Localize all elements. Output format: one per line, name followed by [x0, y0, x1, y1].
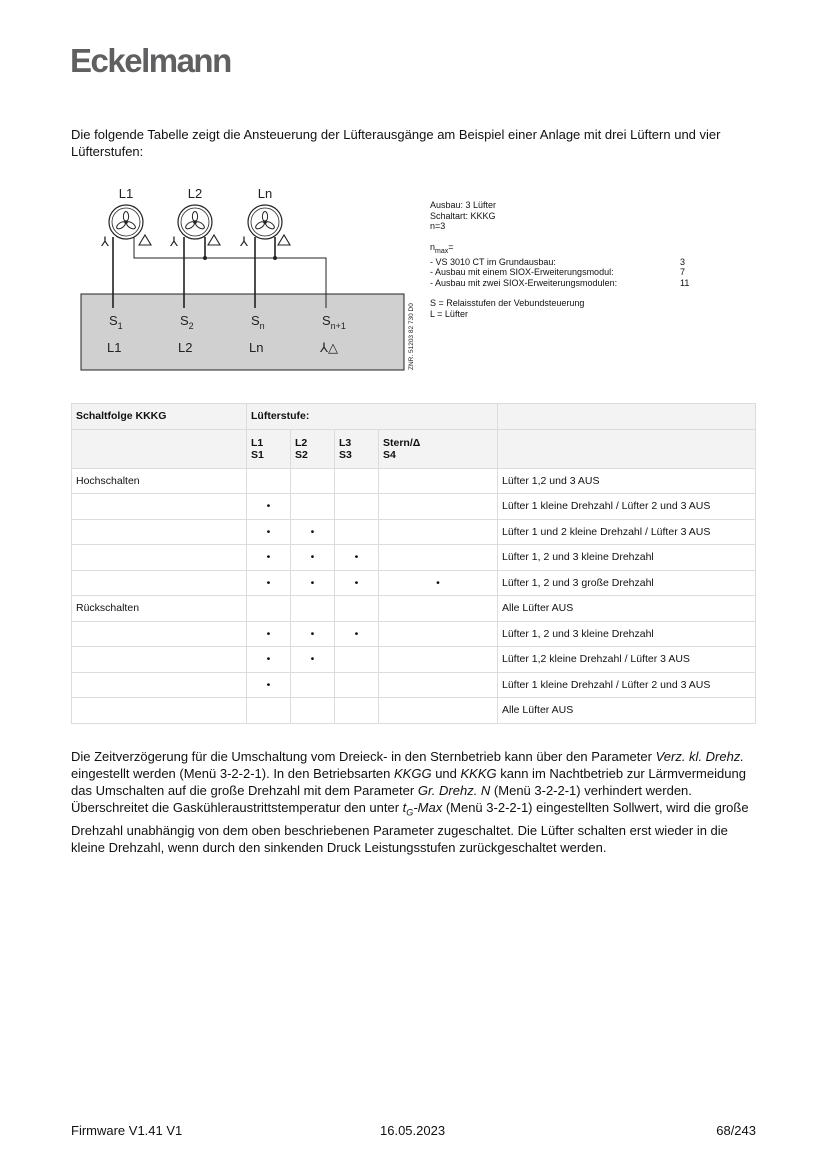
relay-fan-label: ⅄△ [320, 340, 338, 355]
row-label [72, 647, 247, 673]
fan-icon [100, 186, 151, 249]
stage-s2-cell: • [291, 570, 335, 596]
nmax-item-label: - VS 3010 CT im Grundausbau: [430, 256, 556, 267]
row-label [72, 698, 247, 724]
table-row [72, 698, 756, 724]
parameter-name: t [402, 800, 407, 815]
parameter-name: G [406, 807, 414, 818]
nmax-item-label: - Ausbau mit einem SIOX-Erweiterungsmodul: [430, 267, 614, 278]
row-description: Lüfter 1 kleine Drehzahl / Lüfter 2 und 3 AUS [498, 494, 756, 520]
row-description: Lüfter 1, 2 und 3 kleine Drehzahl [498, 545, 756, 571]
intro-text: Die folgende Tabelle zeigt die Ansteuerung der Lüfterausgänge am Beispiel einer Anlage mit drei Lüftern und vier Lüfterstufen: [71, 127, 721, 159]
header-stage-fan: L1 [251, 436, 264, 449]
row-description: Alle Lüfter AUS [498, 698, 756, 724]
star-icon: ⅄ [101, 234, 109, 249]
paragraph-text: kann im Nachtbetrieb zur Lärmvermeidung das Umschalten auf die große Drehzahl mit dem Parameter [71, 766, 746, 798]
header-stage [247, 429, 291, 468]
row-label [72, 570, 247, 596]
stage-s4-cell [379, 494, 498, 520]
stage-s2-cell [291, 672, 335, 698]
fan-label: Ln [257, 186, 273, 201]
header-stage-fan: L3 [339, 436, 352, 449]
nmax-n: n [430, 241, 436, 252]
header-stage-relay: S3 [339, 448, 352, 461]
stage-s3-cell [335, 596, 379, 622]
stage-s4-cell [379, 647, 498, 673]
fan-wiring-diagram [0, 0, 827, 380]
header-schaltfolge: Schaltfolge KKKG [72, 404, 247, 430]
stage-s2-cell [291, 698, 335, 724]
star-icon: ⅄ [170, 234, 178, 249]
stage-s4-cell [379, 596, 498, 622]
stage-s2-cell [291, 596, 335, 622]
star-icon: ⅄ [240, 234, 248, 249]
nmax-eq: = [448, 241, 454, 252]
fan-label: L1 [118, 186, 134, 201]
fan-label: L2 [187, 186, 203, 201]
delta-icon [278, 235, 290, 245]
footer-page-number: 68/243 [716, 1123, 756, 1138]
relay-stage-label: $S_1$ [109, 313, 123, 331]
paragraph-text: (Menü 3-2-2-1) eingestellten Sollwert, wird die große Drehzahl unabhängig von dem oben beschriebenen Parameter zugeschaltet. Die Lüfter schalten erst wieder in die kleine Drehzahl, wenn durch den sinkenden Druck Leistungsstufen zurückgeschaltet werden. [71, 800, 749, 855]
parameter-name: KKGG [394, 766, 432, 781]
row-label [72, 545, 247, 571]
row-description: Lüfter 1,2 kleine Drehzahl / Lüfter 3 AUS [498, 647, 756, 673]
header-luefterstufe: Lüfterstufe: [247, 404, 498, 430]
stage-s1-cell: • [247, 621, 291, 647]
legend-nmax-item [430, 278, 689, 289]
stage-s1-cell: • [247, 494, 291, 520]
fan-icon [169, 186, 220, 249]
legend-nmax [430, 242, 689, 257]
row-description: Alle Lüfter AUS [498, 596, 756, 622]
header-stage-fan: Stern/Δ [383, 436, 421, 449]
stage-s2-cell: • [291, 621, 335, 647]
nmax-item-value: 7 [680, 267, 686, 278]
stage-s3-cell [335, 519, 379, 545]
paragraph-text: (Menü 3-2-2-1) verhindert werden. [490, 783, 692, 798]
stage-s3-cell [335, 647, 379, 673]
row-description: Lüfter 1, 2 und 3 große Drehzahl [498, 570, 756, 596]
relay-fan-label: L2 [178, 340, 193, 355]
legend-line: Ausbau: 3 Lüfter [430, 200, 497, 210]
stage-s3-cell [335, 494, 379, 520]
row-label [72, 672, 247, 698]
nmax-sub: max [435, 247, 449, 255]
stage-s2-cell [291, 494, 335, 520]
stage-s2-cell [291, 468, 335, 494]
table-row [72, 621, 756, 647]
stage-s1-cell: • [247, 519, 291, 545]
stage-s3-cell: • [335, 545, 379, 571]
row-label: Rückschalten [72, 596, 247, 622]
drawing-number: ZNR. 51203 82 730 D0 [408, 303, 415, 370]
header-stage [335, 429, 379, 468]
header-stage [291, 429, 335, 468]
stage-s1-cell: • [247, 570, 291, 596]
footer-firmware: Firmware V1.41 V1 [71, 1123, 183, 1138]
row-description: Lüfter 1,2 und 3 AUS [498, 468, 756, 494]
header-empty [72, 429, 247, 468]
stage-s3-cell [335, 698, 379, 724]
parameter-name: Verz. kl. Drehz. [655, 749, 744, 764]
legend-l-definition: L = Lüfter [430, 308, 468, 319]
table-row [72, 494, 756, 520]
header-stage-relay: S1 [251, 448, 264, 461]
table-row [72, 672, 756, 698]
stage-s3-cell: • [335, 570, 379, 596]
row-label [72, 494, 247, 520]
stage-s1-cell: • [247, 545, 291, 571]
nmax-item-value: 3 [680, 256, 686, 267]
legend-nmax-item [430, 267, 689, 278]
legend-line: Schaltart: KKKG [430, 210, 496, 221]
table-row [72, 519, 756, 545]
header-stage-fan: L2 [295, 436, 308, 449]
header-stage-relay: S4 [383, 448, 396, 461]
delta-icon [208, 235, 220, 245]
stage-s1-cell [247, 596, 291, 622]
switching-sequence-table [71, 403, 756, 724]
row-label [72, 519, 247, 545]
stage-s4-cell [379, 468, 498, 494]
stage-s3-cell: • [335, 621, 379, 647]
delta-icon [139, 235, 151, 245]
header-stage [379, 429, 498, 468]
paragraph-text: und [431, 766, 461, 781]
legend-line: n=3 [430, 221, 446, 231]
paragraph-text: eingestellt werden (Menü 3-2-2-1). In den Betriebsarten [71, 766, 395, 781]
legend-nmax-item [430, 257, 689, 268]
header-stage-relay: S2 [295, 448, 308, 461]
nmax-item-label: - Ausbau mit zwei SIOX-Erweiterungsmodulen: [430, 277, 618, 288]
stage-s4-cell: • [379, 570, 498, 596]
paragraph-text: Überschreitet die Gaskühleraustrittstemperatur den unter [71, 800, 403, 815]
table-row [72, 570, 756, 596]
relay-stage-label: $S_2$ [180, 313, 194, 331]
stage-s4-cell [379, 519, 498, 545]
stage-s1-cell [247, 468, 291, 494]
paragraph-text: Die Zeitverzögerung für die Umschaltung vom Dreieck- in den Sternbetrieb kann über den Parameter [71, 749, 656, 764]
stage-s1-cell [247, 698, 291, 724]
row-label [72, 621, 247, 647]
row-description: Lüfter 1, 2 und 3 kleine Drehzahl [498, 621, 756, 647]
row-description: Lüfter 1 und 2 kleine Drehzahl / Lüfter 3 AUS [498, 519, 756, 545]
table-row [72, 468, 756, 494]
stage-s1-cell: • [247, 672, 291, 698]
stage-s4-cell [379, 672, 498, 698]
stage-s2-cell: • [291, 519, 335, 545]
footer-date: 16.05.2023 [380, 1123, 446, 1138]
table-row [72, 596, 756, 622]
table-row [72, 647, 756, 673]
description-paragraph [71, 748, 761, 856]
eckelmann-logo: Eckelmann [70, 42, 231, 79]
row-description: Lüfter 1 kleine Drehzahl / Lüfter 2 und 3 AUS [498, 672, 756, 698]
stage-s4-cell [379, 698, 498, 724]
diagram-legend [430, 200, 689, 319]
stage-s2-cell: • [291, 647, 335, 673]
stage-s3-cell [335, 672, 379, 698]
fan-icon [239, 186, 290, 249]
parameter-name: -Max [413, 800, 443, 815]
relay-stage-label: $S_{n+1}$ [322, 313, 346, 331]
row-label: Hochschalten [72, 468, 247, 494]
stage-s2-cell: • [291, 545, 335, 571]
header-empty [498, 429, 756, 468]
stage-s3-cell [335, 468, 379, 494]
stage-s1-cell: • [247, 647, 291, 673]
parameter-name: Gr. Drehz. N [417, 783, 491, 798]
parameter-name: KKKG [460, 766, 497, 781]
stage-s4-cell [379, 545, 498, 571]
stage-s4-cell [379, 621, 498, 647]
nmax-item-value: 11 [680, 277, 690, 288]
relay-stage-label: $S_n$ [251, 313, 265, 331]
legend-s-definition: S = Relaisstufen der Vebundsteuerung [430, 298, 585, 309]
controller-box [81, 294, 404, 370]
header-description [498, 404, 756, 430]
table-row [72, 545, 756, 571]
relay-fan-label: L1 [107, 340, 122, 355]
relay-fan-label: Ln [249, 340, 264, 355]
